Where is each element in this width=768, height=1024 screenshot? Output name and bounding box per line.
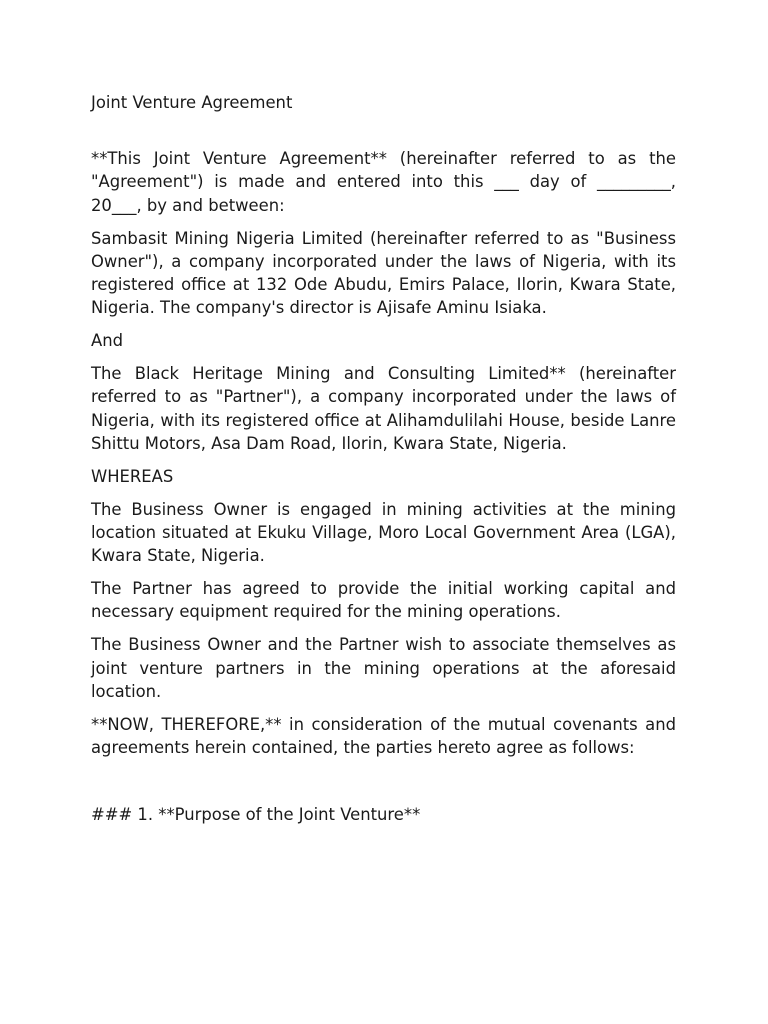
partner-paragraph: The Black Heritage Mining and Consulting Limited** (hereinafter referred to as "Partner"), a company incorporated under the laws of Nigeria, with its registered office at Alihamdulilahi House, beside Lanre Shittu Motors, Asa Dam Road, Ilorin, Kwara State, Nigeria. xyxy=(91,364,676,453)
spacer xyxy=(91,769,676,803)
section-heading: ### 1. **Purpose of the Joint Venture** xyxy=(91,805,421,825)
and-paragraph: And xyxy=(91,331,124,351)
business-owner-paragraph: Sambasit Mining Nigeria Limited (hereinafter referred to as "Business Owner"), a company incorporated under the laws of Nigeria, with its registered office at 132 Ode Abudu, Emirs Palace, Ilorin, Kwara State, Nigeria. The company's director is Ajisafe Aminu Isiaka. xyxy=(91,228,676,318)
now-therefore-paragraph: **NOW, THEREFORE,** in consideration of the mutual covenants and agreements herein contained, the parties hereto agree as follows: xyxy=(91,714,676,758)
whereas-clause-1: The Business Owner is engaged in mining activities at the mining location situated at Ekuku Village, Moro Local Government Area (LGA), Kwara State, Nigeria. xyxy=(91,499,676,566)
whereas-heading: WHEREAS xyxy=(91,466,174,486)
whereas-clause-2: The Partner has agreed to provide the initial working capital and necessary equipment required for the mining operations. xyxy=(91,579,676,622)
document-title: Joint Venture Agreement xyxy=(91,93,293,112)
document-body xyxy=(91,91,676,836)
intro-paragraph: **This Joint Venture Agreement** (hereinafter referred to as the "Agreement") is made and entered into this ___ day of _________, 20___, by and between: xyxy=(91,149,676,215)
whereas-clause-3: The Business Owner and the Partner wish to associate themselves as joint venture partners in the mining operations at the aforesaid location. xyxy=(91,635,676,701)
